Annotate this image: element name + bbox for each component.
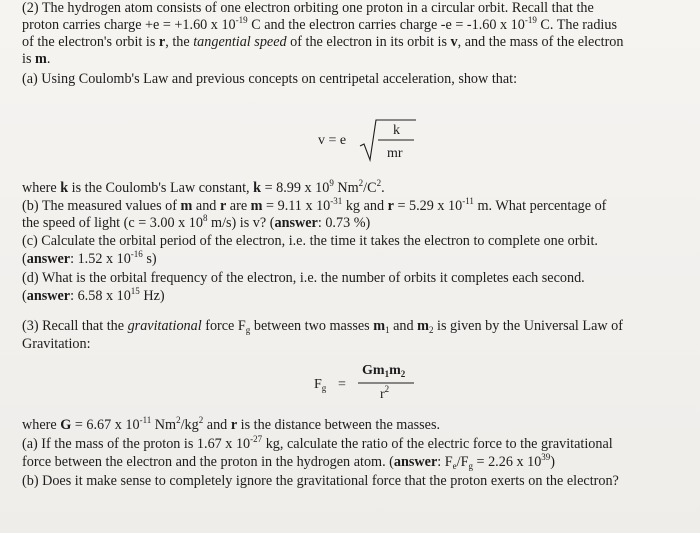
text: /F — [456, 454, 469, 470]
text: (2) The hydrogen atom consists of one electron orbiting one proton in a circular orbit. Recall that the — [22, 0, 594, 16]
text: and — [389, 318, 418, 334]
text: m — [389, 363, 401, 378]
subscript: g — [245, 325, 251, 335]
formula-denominator: mr — [387, 146, 403, 161]
answer-value: : 6.58 x 10 — [70, 288, 131, 304]
text-italic: gravitational — [127, 318, 202, 334]
text: m. What percentage of — [473, 198, 607, 214]
text: ( — [22, 288, 27, 304]
p2-where-k — [22, 180, 385, 197]
exponent: -11 — [462, 196, 474, 206]
symbol-g: G — [60, 417, 72, 433]
subscript: e — [452, 461, 457, 471]
symbol-m: m — [250, 198, 263, 214]
text: kg, calculate the ratio of the electric force to the gravitational — [262, 436, 613, 452]
text: F — [314, 377, 322, 392]
text-italic: tangential speed — [193, 34, 287, 50]
p3-where-g — [22, 417, 440, 434]
subscript: 2 — [400, 369, 406, 379]
text: Gm — [362, 363, 385, 378]
text: (c) Calculate the orbital period of the electron, i.e. the time it takes the electron to complete one orbit. — [22, 233, 598, 249]
text: , the — [165, 34, 194, 50]
text: = 6.67 x 10 — [71, 417, 140, 433]
exponent: -19 — [524, 15, 537, 25]
exponent: -27 — [250, 434, 263, 444]
exponent: 2 — [384, 384, 390, 394]
symbol-k: k — [253, 180, 262, 196]
exponent: 9 — [329, 178, 334, 188]
p2-part-d-line-2 — [22, 288, 165, 305]
text: . — [46, 51, 51, 67]
text: Hz) — [139, 288, 165, 304]
answer-value: : 1.52 x 10 — [70, 251, 131, 267]
text: (a) Using Coulomb's Law and previous concepts on centripetal acceleration, show that: — [22, 71, 518, 87]
text: r — [380, 387, 385, 402]
symbol-m: m — [35, 51, 47, 67]
text: Nm — [333, 180, 359, 196]
exponent: 15 — [130, 286, 140, 296]
p2-part-b-line-1 — [22, 198, 606, 215]
answer-label: answer — [274, 215, 318, 231]
formula-numerator: k — [393, 123, 400, 138]
exponent: -31 — [330, 196, 343, 206]
text: (d) What is the orbital frequency of the electron, i.e. the number of orbits it completes each second. — [22, 270, 585, 286]
text: : F — [437, 454, 453, 470]
text: proton carries charge +e = +1.60 x 10 — [22, 17, 236, 33]
p2-intro-line-3 — [22, 34, 623, 51]
text: between two masses — [250, 318, 374, 334]
symbol-m2: m — [417, 318, 429, 334]
p3-part-b — [22, 473, 619, 490]
text: is the Coulomb's Law constant, — [68, 180, 254, 196]
text: m/s) is v? ( — [207, 215, 275, 231]
text: Nm — [151, 417, 177, 433]
exponent: 2 — [198, 415, 204, 425]
text: . — [381, 180, 385, 196]
text: kg and — [342, 198, 388, 214]
p3-part-a-line-1 — [22, 436, 613, 453]
text: force F — [201, 318, 246, 334]
p3-intro-line-2 — [22, 336, 91, 353]
symbol-v: v — [450, 34, 458, 50]
p2-part-d-line-1 — [22, 270, 585, 287]
text: (3) Recall that the — [22, 318, 128, 334]
text: s) — [142, 251, 157, 267]
text: is — [22, 51, 36, 67]
answer-label: answer — [26, 288, 71, 304]
text: is given by the Universal Law of — [433, 318, 623, 334]
subscript: 2 — [428, 325, 434, 335]
answer-label: answer — [26, 251, 71, 267]
text: /C — [363, 180, 377, 196]
exponent: 2 — [176, 415, 181, 425]
text: C and the electron carries charge -e = -1.60 x 10 — [247, 17, 525, 33]
formula-denominator — [380, 386, 389, 403]
symbol-r: r — [219, 198, 227, 214]
formula-lhs — [314, 376, 326, 393]
formula-equals: = — [338, 377, 346, 392]
exponent: 2 — [358, 178, 364, 188]
exponent: 2 — [376, 178, 382, 188]
exponent: 8 — [202, 213, 208, 223]
p2-part-c-line-1 — [22, 233, 598, 250]
p2-intro-line-1 — [22, 0, 594, 17]
text: Gravitation: — [22, 336, 91, 352]
p2-part-b-line-2 — [22, 215, 370, 232]
symbol-k: k — [60, 180, 69, 196]
exponent: 39 — [541, 452, 551, 462]
p2-intro-line-4 — [22, 51, 50, 68]
p2-part-c-line-2 — [22, 251, 157, 268]
symbol-m1: m — [373, 318, 386, 334]
text: (a) If the mass of the proton is 1.67 x 10 — [22, 436, 251, 452]
p3-part-a-line-2 — [22, 454, 555, 471]
text: (b) The measured values of — [22, 198, 181, 214]
p2-part-a — [22, 71, 517, 88]
symbol-m: m — [180, 198, 193, 214]
gravitation-formula — [314, 360, 424, 406]
symbol-r: r — [387, 198, 394, 214]
text: (b) Does it make sense to completely ignore the gravitational force that the proton exerts on the electron? — [22, 473, 619, 489]
text: , and the mass of the electron — [457, 34, 624, 50]
text: of the electron in its orbit is — [286, 34, 451, 50]
formula-lhs: v = e — [318, 133, 347, 148]
subscript: 1 — [385, 325, 390, 335]
subscript: g — [468, 461, 473, 471]
text: where — [22, 417, 61, 433]
subscript: 1 — [384, 369, 390, 379]
exponent: -16 — [130, 249, 143, 259]
text: and — [192, 198, 220, 214]
text: the speed of light (c = 3.00 x 10 — [22, 215, 203, 231]
text: where — [22, 180, 61, 196]
text: is the distance between the masses. — [237, 417, 441, 433]
text: = 9.11 x 10 — [262, 198, 331, 214]
exponent: -11 — [139, 415, 152, 425]
text: ( — [22, 251, 27, 267]
text: and — [203, 417, 231, 433]
answer-label: answer — [393, 454, 438, 470]
text: = 8.99 x 10 — [261, 180, 330, 196]
text: are — [226, 198, 251, 214]
p3-intro-line-1 — [22, 318, 623, 335]
text: force between the electron and the proton in the hydrogen atom. ( — [22, 454, 394, 470]
text: /kg — [180, 417, 199, 433]
subscript: g — [321, 383, 327, 393]
text: = 2.26 x 10 — [472, 454, 542, 470]
answer-value: : 0.73 %) — [317, 215, 371, 231]
exponent: -19 — [235, 15, 248, 25]
text: ) — [550, 454, 556, 470]
p2-intro-line-2 — [22, 17, 617, 34]
text: C. The radius — [536, 17, 617, 33]
symbol-r: r — [230, 417, 238, 433]
formula-numerator — [362, 362, 405, 379]
symbol-r: r — [158, 34, 166, 50]
text: of the electron's orbit is — [22, 34, 159, 50]
text: = 5.29 x 10 — [393, 198, 463, 214]
